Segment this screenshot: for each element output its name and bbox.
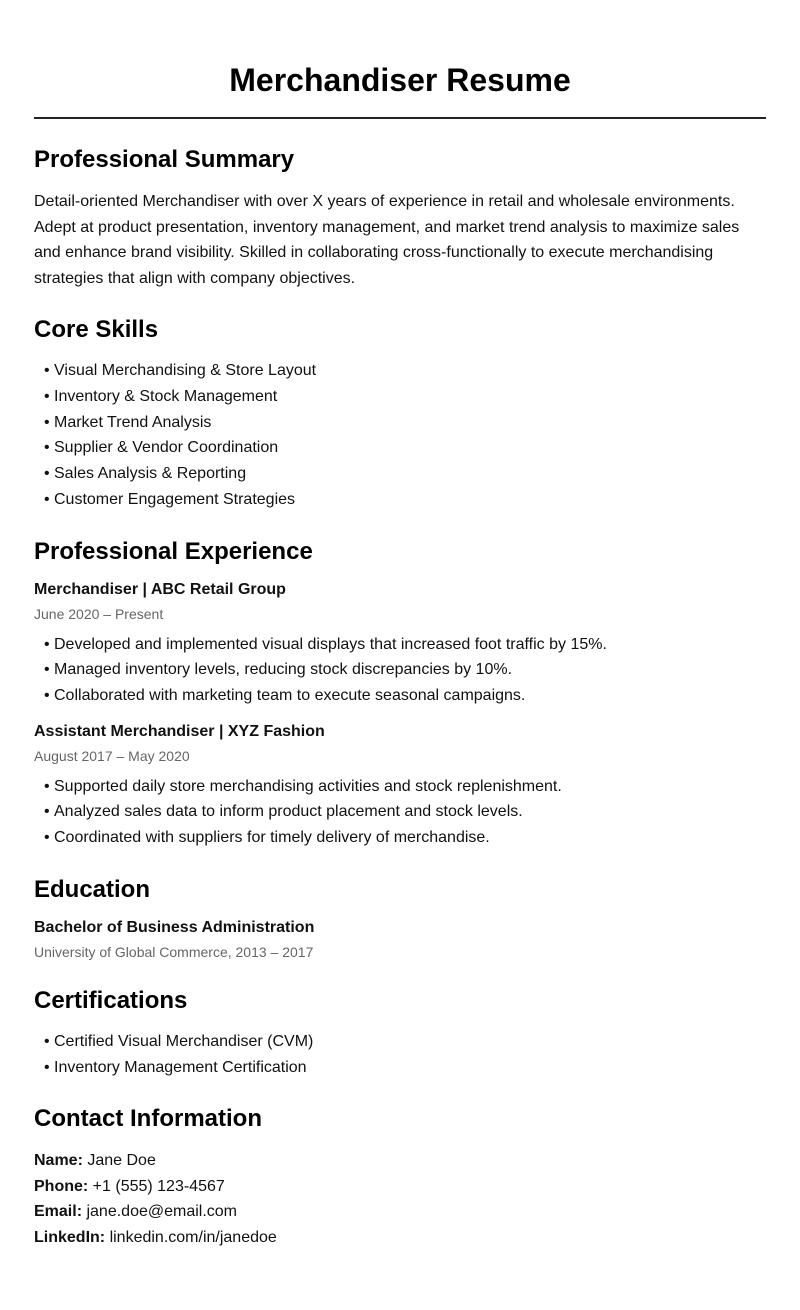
list-item — [44, 632, 766, 658]
page-title: Merchandiser Resume — [229, 62, 571, 98]
list-item — [44, 384, 766, 410]
skill-label: Sales Analysis & Reporting — [54, 465, 247, 483]
list-item — [44, 657, 766, 683]
contact-linkedin-value: linkedin.com/in/janedoe — [109, 1229, 277, 1246]
bullet-icon: • — [44, 635, 50, 653]
education-school: University of Global Commerce, 2013 – 2017 — [34, 943, 314, 960]
job-bullets — [34, 774, 766, 851]
contact-email-value: jane.doe@email.com — [86, 1203, 238, 1221]
bullet-icon: • — [44, 803, 50, 821]
list-item — [44, 825, 766, 851]
contact-phone-label: Phone: — [34, 1177, 89, 1195]
certifications-section — [34, 986, 766, 1080]
list-item — [44, 435, 766, 461]
list-item — [44, 774, 766, 800]
contact-list — [34, 1148, 766, 1250]
summary-section — [34, 145, 766, 291]
skill-label: Supplier & Vendor Coordination — [54, 439, 279, 457]
bullet-icon: • — [44, 490, 50, 508]
bullet-icon: • — [44, 777, 50, 795]
experience-section — [34, 537, 766, 851]
certifications-heading: Certifications — [34, 986, 188, 1014]
contact-linkedin — [34, 1225, 766, 1251]
education-degree: Bachelor of Business Administration — [34, 918, 315, 936]
job-dates: August 2017 – May 2020 — [34, 747, 190, 764]
job-bullets — [34, 632, 766, 709]
contact-heading: Contact Information — [34, 1105, 262, 1133]
contact-email — [34, 1199, 766, 1225]
bullet-icon: • — [44, 661, 50, 679]
bullet-icon: • — [44, 413, 50, 431]
summary-heading: Professional Summary — [34, 146, 295, 173]
contact-section — [34, 1104, 766, 1250]
list-item — [44, 461, 766, 487]
title-divider — [34, 117, 766, 119]
list-item — [44, 683, 766, 709]
contact-name-label: Name: — [34, 1152, 83, 1170]
education-heading: Education — [34, 875, 151, 903]
bullet-icon: • — [44, 687, 50, 704]
list-item — [44, 487, 766, 513]
job-bullet-text: Supported daily store merchandising activities and stock replenishment. — [54, 777, 562, 795]
experience-heading: Professional Experience — [34, 537, 313, 565]
job-bullet-text: Coordinated with suppliers for timely delivery of merchandise. — [54, 829, 490, 847]
list-item — [44, 1055, 766, 1081]
job-dates: June 2020 – Present — [34, 605, 164, 622]
skills-section — [34, 315, 766, 512]
contact-phone-value: +1 (555) 123-4567 — [92, 1177, 225, 1195]
contact-email-label: Email: — [34, 1203, 83, 1221]
skill-label: Market Trend Analysis — [54, 413, 212, 431]
skill-label: Customer Engagement Strategies — [54, 490, 296, 508]
certification-label: Inventory Management Certification — [54, 1058, 307, 1076]
skills-heading: Core Skills — [34, 316, 159, 344]
list-item — [44, 1029, 766, 1055]
bullet-icon: • — [44, 362, 50, 380]
bullet-icon: • — [44, 439, 50, 457]
contact-linkedin-label: LinkedIn: — [34, 1229, 106, 1246]
contact-phone — [34, 1174, 766, 1200]
skills-list — [34, 358, 766, 512]
job-bullet-text: Managed inventory levels, reducing stock discrepancies by 10%. — [54, 661, 513, 679]
job-title: Merchandiser | ABC Retail Group — [34, 580, 286, 598]
certifications-list — [34, 1029, 766, 1080]
skill-label: Visual Merchandising & Store Layout — [54, 362, 317, 380]
job-bullet-text: Analyzed sales data to inform product placement and stock levels. — [54, 803, 523, 821]
job-bullet-text: Collaborated with marketing team to execute seasonal campaigns. — [54, 687, 526, 704]
resume-page — [34, 0, 766, 1251]
job-title: Assistant Merchandiser | XYZ Fashion — [34, 722, 325, 740]
bullet-icon: • — [44, 388, 50, 406]
bullet-icon: • — [44, 829, 50, 847]
education-section — [34, 875, 766, 962]
certification-label: Certified Visual Merchandiser (CVM) — [54, 1032, 314, 1050]
contact-name-value: Jane Doe — [87, 1152, 156, 1170]
list-item — [44, 410, 766, 436]
job-bullet-text: Developed and implemented visual displays that increased foot traffic by 15%. — [54, 635, 607, 653]
bullet-icon: • — [44, 1058, 50, 1076]
bullet-icon: • — [44, 465, 50, 483]
contact-name — [34, 1148, 766, 1174]
list-item — [44, 358, 766, 384]
skill-label: Inventory & Stock Management — [54, 388, 278, 406]
bullet-icon: • — [44, 1032, 50, 1050]
summary-text: Detail-oriented Merchandiser with over X years of experience in retail and wholesale environments. Adept at product presentation, inventory management, and market trend analysis to maximize sales and enhance brand visibility. Skilled in collaborating cross-functionally to execute merchandising strategies that align with company objectives. — [34, 193, 740, 287]
list-item — [44, 799, 766, 825]
